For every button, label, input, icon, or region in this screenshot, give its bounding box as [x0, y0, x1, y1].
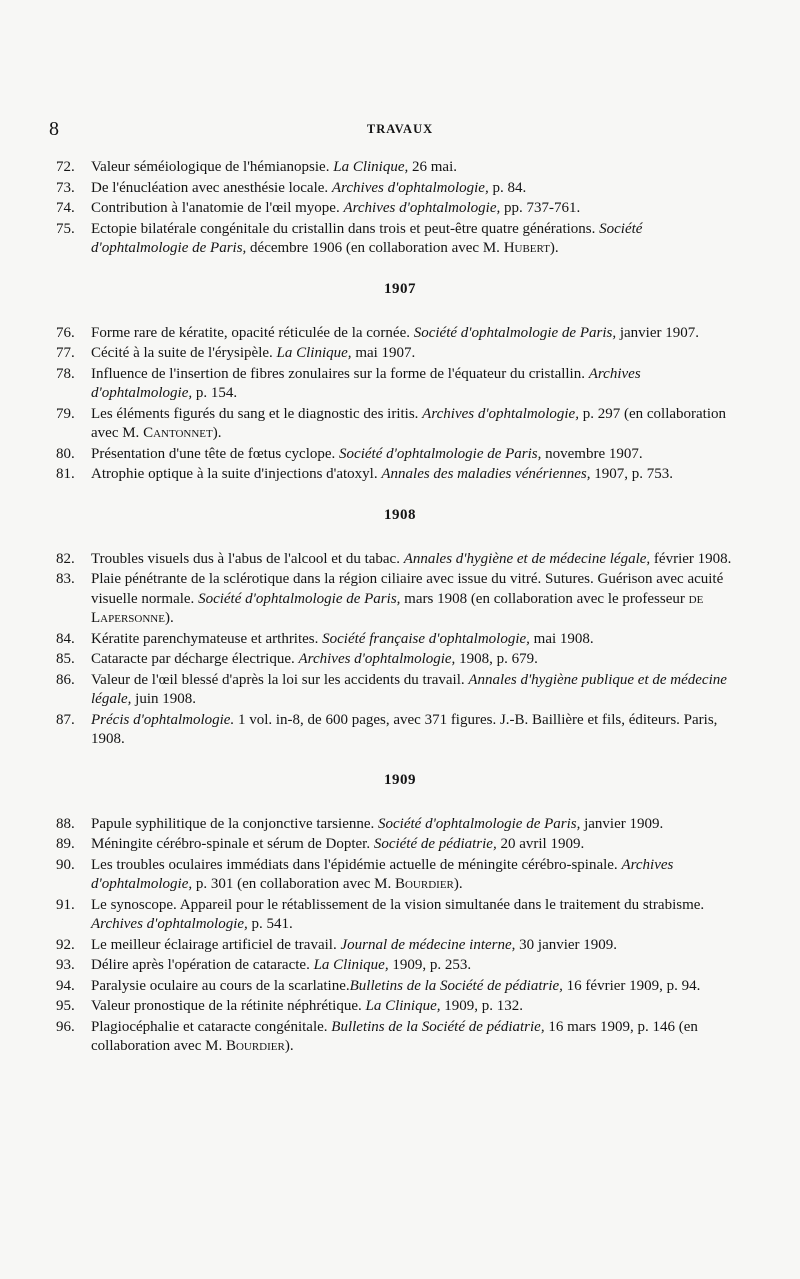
entry-text-segment: Paralysie oculaire au cours de la scarlatine.: [91, 977, 350, 994]
entry-text-segment: 1907, p. 753.: [590, 466, 673, 482]
entry-text-segment: Valeur de l'œil blessé d'après la loi sur les accidents du travail.: [91, 671, 469, 688]
entry-text-segment: 16 février 1909, p. 94.: [562, 977, 701, 994]
journal-title: Société d'ophtalmologie de Paris,: [413, 324, 617, 341]
entry-text-segment: p. 541.: [247, 916, 293, 932]
journal-title: Société d'ophtalmologie de Paris,: [378, 815, 581, 832]
journal-title: La Clinique,: [365, 998, 441, 1014]
entry-text-segment: 1909, p. 132.: [440, 998, 524, 1014]
entry-text: [91, 200, 580, 216]
entry-text-segment: décembre 1906 (en collaboration avec M.: [246, 240, 504, 256]
entry-text: [91, 571, 723, 626]
entry-number: 74.: [56, 200, 75, 216]
journal-title: Bulletins de la Société de pédiatrie,: [349, 977, 563, 994]
journal-title: Précis d'ophtalmologie.: [91, 711, 235, 728]
bibliography-entry: [0, 465, 800, 485]
entry-text-segment: 26 mai.: [408, 159, 457, 175]
bibliography-entry: [0, 997, 800, 1017]
entry-number: 94.: [56, 977, 75, 994]
bibliography-entry: [0, 220, 800, 259]
entry-text: [91, 406, 726, 442]
bibliography-list: [0, 158, 800, 1058]
entry-text: [91, 325, 699, 341]
entry-number: 84.: [56, 630, 75, 647]
entry-text-segment: Valeur séméiologique de l'hémianopsie.: [91, 159, 334, 175]
entry-text: [91, 551, 731, 567]
entry-text-segment: ).: [453, 876, 463, 892]
entry-number: 90.: [56, 856, 75, 873]
entry-number: 82.: [56, 550, 75, 567]
journal-title: Annales des maladies vénériennes,: [381, 466, 591, 482]
entry-text-segment: Les éléments figurés du sang et le diagnostic des iritis.: [91, 405, 423, 422]
author-name: Cantonnet: [143, 425, 213, 441]
entry-text-segment: ).: [284, 1038, 294, 1054]
entry-text: [91, 998, 523, 1014]
journal-title: Archives d'ophtalmologie,: [91, 365, 641, 401]
entry-text-segment: Plagiocéphalie et cataracte congénitale.: [91, 1018, 332, 1035]
entry-text-segment: février 1908.: [650, 550, 732, 567]
author-name: Bourdier: [394, 876, 454, 892]
journal-title: Société d'ophtalmologie de Paris,: [339, 445, 542, 462]
entry-text-segment: 20 avril 1909.: [496, 836, 585, 852]
bibliography-entry: [0, 1018, 800, 1057]
entry-number: 92.: [56, 936, 75, 953]
journal-title: Archives d'ophtalmologie,: [422, 405, 579, 422]
bibliography-entry: [0, 650, 800, 670]
entry-number: 87.: [56, 711, 75, 728]
bibliography-entry: [0, 815, 800, 835]
entry-text: [91, 651, 538, 667]
entry-text-segment: pp. 737-761.: [500, 200, 581, 216]
journal-title: Archives d'ophtalmologie,: [331, 179, 489, 196]
entry-text: [91, 978, 700, 994]
entry-text-segment: p. 301 (en collaboration avec M.: [192, 876, 395, 892]
entry-number: 80.: [56, 445, 75, 462]
journal-title: Annales d'hygiène et de médecine légale,: [403, 550, 651, 567]
bibliography-entry: [0, 977, 800, 997]
bibliography-entry: [0, 936, 800, 956]
journal-title: Archives d'ophtalmologie,: [91, 916, 248, 932]
bibliography-entry: [0, 365, 800, 404]
journal-title: Bulletins de la Société de pédiatrie,: [331, 1018, 545, 1035]
author-name: Bourdier: [225, 1038, 285, 1054]
bibliography-entry: [0, 856, 800, 895]
entry-text-segment: 1908, p. 679.: [455, 651, 538, 667]
entry-text-segment: De l'énucléation avec anesthésie locale.: [91, 179, 332, 196]
entry-number: 96.: [56, 1018, 75, 1035]
author-name: de Lapersonne: [91, 590, 704, 626]
entry-text-segment: 1909, p. 253.: [388, 957, 472, 973]
entry-text: [91, 672, 727, 708]
entry-text-segment: novembre 1907.: [541, 445, 643, 462]
entry-text: [91, 836, 584, 852]
entry-text: [91, 159, 457, 175]
entry-text: [91, 816, 663, 832]
entry-text: [91, 180, 526, 196]
bibliography-entry: [0, 158, 800, 178]
entry-text: [91, 957, 471, 973]
entry-text-segment: ).: [164, 610, 174, 626]
entry-text-segment: p. 297 (en collaboration avec M.: [91, 405, 727, 441]
entry-number: 72.: [56, 159, 75, 175]
bibliography-entry: [0, 956, 800, 976]
entry-number: 76.: [56, 324, 75, 341]
entry-text-segment: janvier 1907.: [616, 324, 699, 341]
bibliography-entry: [0, 896, 800, 935]
journal-title: Société d'ophtalmologie de Paris,: [91, 220, 643, 256]
year-heading: 1908: [384, 506, 416, 523]
entry-text: [91, 366, 641, 402]
bibliography-entry: [0, 445, 800, 465]
entry-number: 77.: [56, 345, 75, 361]
bibliography-entry: [0, 630, 800, 650]
entry-text-segment: ).: [549, 240, 559, 256]
journal-title: Société de pédiatrie,: [373, 836, 497, 852]
entry-number: 83.: [56, 571, 75, 587]
entry-text-segment: mars 1908 (en collaboration avec le professeur: [400, 590, 689, 607]
entry-number: 73.: [56, 179, 75, 196]
entry-text-segment: Délire après l'opération de cataracte.: [91, 957, 314, 973]
entry-text: [91, 221, 642, 257]
entry-number: 81.: [56, 466, 75, 482]
page-number: 8: [49, 118, 59, 140]
entry-text-segment: Plaie pénétrante de la sclérotique dans la région ciliaire avec issue du vitré. Sutures. Guérison avec acuité visuelle normale.: [91, 571, 724, 607]
bibliography-entry: [0, 550, 800, 570]
journal-title: Annales d'hygiène publique et de médecine légale,: [91, 671, 727, 707]
journal-title: Société d'ophtalmologie de Paris,: [198, 590, 401, 607]
bibliography-entry: [0, 405, 800, 444]
entry-text-segment: Forme rare de kératite, opacité réticulée de la cornée.: [91, 324, 414, 341]
page-header: [0, 118, 800, 142]
bibliography-entry: [0, 570, 800, 629]
entry-text-segment: Influence de l'insertion de fibres zonulaires sur la forme de l'équateur du cristallin.: [91, 365, 589, 382]
entry-text: [91, 897, 704, 933]
running-head: TRAVAUX: [366, 122, 434, 136]
bibliography-entry: [0, 324, 800, 344]
bibliography-entry: [0, 199, 800, 219]
journal-title: La Clinique,: [276, 345, 352, 361]
bibliography-entry: [0, 179, 800, 199]
entry-text-segment: Cataracte par décharge électrique.: [91, 651, 299, 667]
entry-number: 78.: [56, 365, 75, 382]
entry-text-segment: Présentation d'une tête de fœtus cyclope.: [91, 445, 340, 462]
entry-number: 88.: [56, 815, 75, 832]
entry-text-segment: Le synoscope. Appareil pour le rétablissement de la vision simultanée dans le traitement du strabisme.: [91, 896, 705, 913]
entry-text-segment: mai 1908.: [529, 630, 594, 647]
entry-text-segment: 30 janvier 1909.: [515, 936, 618, 953]
entry-text-segment: Atrophie optique à la suite d'injections d'atoxyl.: [91, 466, 382, 482]
entry-number: 91.: [56, 896, 75, 913]
entry-text-segment: Contribution à l'anatomie de l'œil myope.: [91, 200, 344, 216]
entry-text-segment: 16 mars 1909, p. 146 (en collaboration avec M.: [91, 1018, 698, 1054]
entry-number: 89.: [56, 836, 75, 852]
journal-title: La Clinique,: [333, 159, 409, 175]
entry-text-segment: Troubles visuels dus à l'abus de l'alcool et du tabac.: [91, 550, 404, 567]
entry-number: 95.: [56, 998, 75, 1014]
journal-title: Archives d'ophtalmologie,: [343, 200, 501, 216]
entry-text-segment: Valeur pronostique de la rétinite néphrétique.: [91, 998, 366, 1014]
entry-text-segment: mai 1907.: [351, 345, 416, 361]
entry-text: [91, 712, 717, 748]
entry-number: 79.: [56, 405, 75, 422]
entry-text: [91, 937, 617, 953]
entry-text: [91, 631, 594, 647]
entry-text-segment: Ectopie bilatérale congénitale du cristallin dans trois et peut-être quatre générations.: [91, 220, 600, 237]
journal-title: Société française d'ophtalmologie,: [322, 630, 530, 647]
author-name: Hubert: [503, 240, 550, 256]
entry-number: 85.: [56, 651, 75, 667]
entry-text: [91, 446, 643, 462]
entry-text-segment: 1 vol. in-8, de 600 pages, avec 371 figures. J.-B. Baillière et fils, éditeurs. Paris, 1908.: [91, 711, 718, 747]
entry-number: 75.: [56, 220, 75, 237]
entry-text-segment: ).: [212, 425, 222, 441]
bibliography-entry: [0, 835, 800, 855]
journal-title: Archives d'ophtalmologie,: [298, 651, 456, 667]
entry-text: [91, 466, 673, 482]
entry-text: [91, 857, 673, 893]
entry-text: [91, 1019, 698, 1055]
entry-text-segment: janvier 1909.: [580, 815, 664, 832]
entry-text-segment: Le meilleur éclairage artificiel de travail.: [91, 936, 341, 953]
entry-text-segment: p. 154.: [192, 385, 238, 401]
journal-title: Archives d'ophtalmologie,: [91, 856, 674, 892]
journal-title: La Clinique,: [313, 957, 389, 973]
entry-number: 93.: [56, 957, 75, 973]
entry-text-segment: Les troubles oculaires immédiats dans l'épidémie actuelle de méningite cérébro-spinale.: [91, 856, 622, 873]
entry-text-segment: Papule syphilitique de la conjonctive tarsienne.: [91, 815, 379, 832]
entry-number: 86.: [56, 671, 75, 688]
entry-text-segment: p. 84.: [488, 179, 527, 196]
bibliography-entry: [0, 671, 800, 710]
year-heading: 1907: [384, 280, 416, 297]
bibliography-entry: [0, 711, 800, 750]
entry-text: [91, 345, 415, 361]
year-heading: 1909: [384, 771, 416, 788]
journal-title: Journal de médecine interne,: [340, 936, 516, 953]
bibliography-entry: [0, 344, 800, 364]
entry-text-segment: Kératite parenchymateuse et arthrites.: [91, 630, 323, 647]
entry-text-segment: juin 1908.: [131, 691, 196, 707]
entry-text-segment: Cécité à la suite de l'érysipèle.: [91, 345, 277, 361]
entry-text-segment: Méningite cérébro-spinale et sérum de Dopter.: [91, 836, 374, 852]
